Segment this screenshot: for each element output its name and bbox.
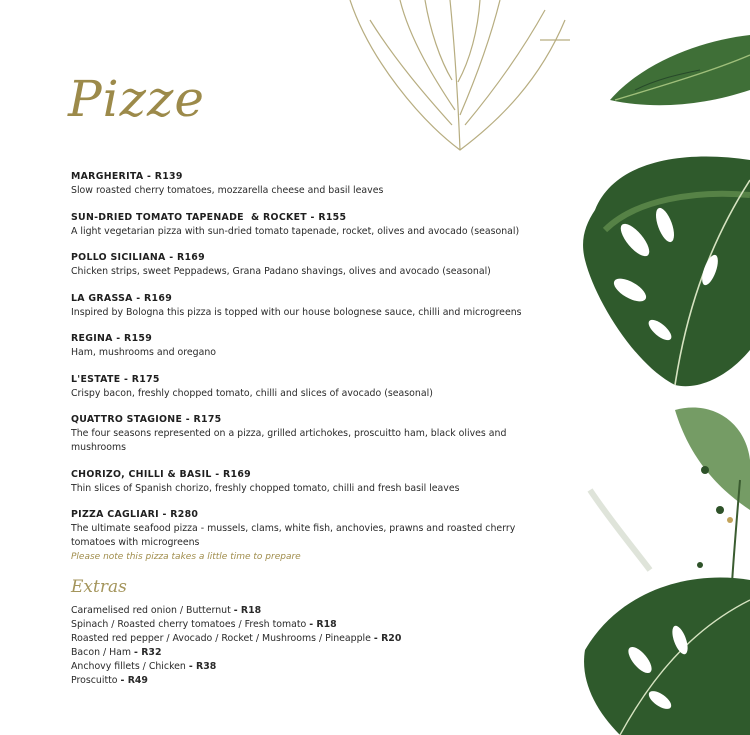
monstera-outline-leaf-icon — [340, 0, 570, 160]
watercolor-leaf-top-icon — [605, 30, 750, 115]
watercolor-monstera-leaf-icon — [575, 150, 750, 390]
item-heading: REGINA - R159 — [71, 333, 153, 344]
extra-price: R20 — [381, 632, 402, 644]
item-name: CHORIZO, CHILLI & BASIL — [71, 468, 212, 480]
item-price: R175 — [131, 373, 160, 385]
item-note: Please note this pizza takes a little time to prepare — [71, 552, 301, 562]
extra-price: R32 — [141, 646, 162, 658]
extra-label: Roasted red pepper / Avocado / Rocket / Mushrooms / Pineapple — [71, 632, 371, 644]
extra-price: R38 — [196, 660, 217, 672]
extra-label: Bacon / Ham — [71, 646, 132, 658]
item-name: REGINA — [71, 333, 113, 344]
item-name: SUN-DRIED TOMATO TAPENADE & ROCKET — [71, 211, 307, 223]
menu-item — [71, 373, 551, 401]
extras-list — [71, 604, 551, 687]
item-description: Crispy bacon, freshly chopped tomato, chilli and slices of avocado (seasonal) — [71, 387, 433, 399]
extra-price: R18 — [316, 618, 337, 630]
item-price: R280 — [170, 509, 199, 520]
extra-item: Anchovy fillets / Chicken - R38 — [71, 660, 217, 672]
extra-item: Roasted red pepper / Avocado / Rocket / Mushrooms / Pineapple - R20 — [71, 632, 402, 644]
menu-item — [71, 211, 551, 239]
item-description: Ham, mushrooms and oregano — [71, 347, 217, 358]
item-name: PIZZA CAGLIARI — [71, 509, 159, 520]
menu-item — [71, 413, 551, 455]
extra-label: Anchovy fillets / Chicken — [71, 660, 186, 672]
extra-price: R49 — [127, 674, 148, 686]
watercolor-leaves-bottom-icon — [580, 400, 750, 735]
item-description: The ultimate seafood pizza - mussels, clams, white fish, anchovies, prawns and roasted cherry tomatoes with microgreens — [71, 523, 516, 548]
item-price: R169 — [176, 252, 205, 263]
menu-item — [71, 332, 551, 360]
item-description: A light vegetarian pizza with sun-dried tomato tapenade, rocket, olives and avocado (seasonal) — [71, 225, 520, 237]
item-price: R159 — [124, 333, 153, 344]
item-heading: L'ESTATE - R175 — [71, 373, 160, 385]
item-description: The four seasons represented on a pizza, grilled artichokes, proscuitto ham, black olives and mushrooms — [71, 428, 507, 453]
item-heading: QUATTRO STAGIONE - R175 — [71, 414, 222, 425]
menu-item — [71, 170, 551, 198]
menu-item — [71, 468, 551, 496]
item-price: R155 — [318, 211, 347, 223]
extras-title: Extras — [71, 577, 127, 597]
page-title: Pizze — [68, 70, 205, 128]
item-name: L'ESTATE — [71, 373, 121, 385]
item-heading: MARGHERITA - R139 — [71, 171, 183, 182]
item-description: Chicken strips, sweet Peppadews, Grana Padano shavings, olives and avocado (seasonal) — [71, 266, 491, 277]
item-name: QUATTRO STAGIONE — [71, 414, 183, 425]
menu-item — [71, 508, 551, 564]
extra-label: Proscuitto — [71, 674, 118, 686]
menu-item — [71, 251, 551, 279]
item-name: LA GRASSA — [71, 292, 133, 304]
pizza-menu-list — [71, 170, 551, 577]
extra-item: Bacon / Ham - R32 — [71, 646, 162, 658]
item-description: Inspired by Bologna this pizza is topped with our house bolognese sauce, chilli and microgreens — [71, 306, 522, 318]
extra-label: Spinach / Roasted cherry tomatoes / Fresh tomato — [71, 618, 307, 630]
item-price: R169 — [223, 468, 251, 480]
item-heading: CHORIZO, CHILLI & BASIL - R169 — [71, 468, 251, 480]
item-description: Slow roasted cherry tomatoes, mozzarella cheese and basil leaves — [71, 185, 384, 196]
extra-label: Caramelised red onion / Butternut — [71, 605, 231, 616]
extra-price: R18 — [240, 605, 262, 616]
extra-item: Caramelised red onion / Butternut - R18 — [71, 605, 262, 616]
item-price: R139 — [154, 171, 183, 182]
item-heading: SUN-DRIED TOMATO TAPENADE & ROCKET - R155 — [71, 211, 347, 223]
item-description: Thin slices of Spanish chorizo, freshly chopped tomato, chilli and fresh basil leaves — [71, 482, 460, 494]
item-price: R169 — [144, 292, 173, 304]
item-heading: LA GRASSA - R169 — [71, 292, 173, 304]
extra-item: Spinach / Roasted cherry tomatoes / Fresh tomato - R18 — [71, 618, 337, 630]
menu-item — [71, 292, 551, 320]
item-name: POLLO SICILIANA — [71, 252, 166, 263]
item-heading: POLLO SICILIANA - R169 — [71, 252, 205, 263]
extra-item: Proscuitto - R49 — [71, 674, 148, 686]
item-price: R175 — [193, 414, 222, 425]
item-heading: PIZZA CAGLIARI - R280 — [71, 509, 199, 520]
item-name: MARGHERITA — [71, 171, 144, 182]
